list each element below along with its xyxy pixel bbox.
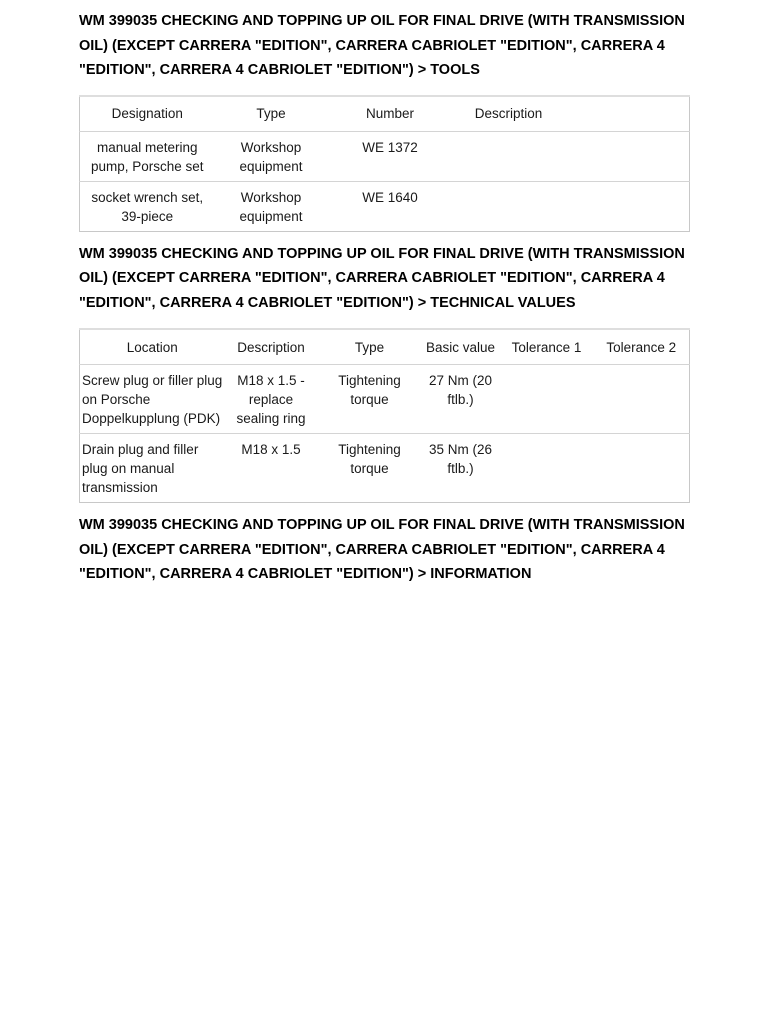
tools-cell-blank	[565, 181, 690, 231]
values-cell-tolerance-2	[594, 365, 690, 434]
table-row	[80, 131, 690, 181]
values-cell-location: Drain plug and filler plug on manual transmission	[80, 434, 225, 503]
table-row	[80, 365, 690, 434]
tools-cell-description	[453, 181, 565, 231]
values-cell-description: M18 x 1.5 - replace sealing ring	[225, 365, 318, 434]
values-cell-location: Screw plug or filler plug on Porsche Doppelkupplung (PDK)	[80, 365, 225, 434]
tools-col-description: Description	[453, 96, 565, 132]
tools-cell-designation: manual metering pump, Porsche set	[80, 131, 215, 181]
values-table-header-row	[80, 329, 690, 365]
table-row	[80, 181, 690, 231]
values-cell-tolerance-2	[594, 434, 690, 503]
values-cell-basic-value: 35 Nm (26 ftlb.)	[422, 434, 500, 503]
tools-cell-type: Workshop equipment	[215, 131, 328, 181]
tools-col-blank	[565, 96, 690, 132]
values-cell-tolerance-1	[500, 434, 594, 503]
values-cell-type: Tightening torque	[318, 434, 422, 503]
tools-cell-designation: socket wrench set, 39-piece	[80, 181, 215, 231]
document-page	[79, 0, 689, 587]
values-col-tolerance-2: Tolerance 2	[594, 329, 690, 365]
tools-cell-type: Workshop equipment	[215, 181, 328, 231]
tools-col-number: Number	[328, 96, 453, 132]
values-cell-basic-value: 27 Nm (20 ftlb.)	[422, 365, 500, 434]
values-col-tolerance-1: Tolerance 1	[500, 329, 594, 365]
values-cell-tolerance-1	[500, 365, 594, 434]
table-row	[80, 434, 690, 503]
tools-table	[79, 95, 690, 232]
values-col-location: Location	[80, 329, 225, 365]
values-cell-type: Tightening torque	[318, 365, 422, 434]
information-section-heading: WM 399035 CHECKING AND TOPPING UP OIL FOR FINAL DRIVE (WITH TRANSMISSION OIL) (EXCEPT CARRERA "EDITION", CARRERA CABRIOLET "EDITION", CARRERA 4 "EDITION", CARRERA 4 CABRIOLET "EDITION") > INFORMATION	[79, 517, 685, 582]
tools-col-type: Type	[215, 96, 328, 132]
tools-cell-number: WE 1372	[328, 131, 453, 181]
tools-cell-number: WE 1640	[328, 181, 453, 231]
values-col-type: Type	[318, 329, 422, 365]
tools-col-designation: Designation	[80, 96, 215, 132]
values-cell-description: M18 x 1.5	[225, 434, 318, 503]
tools-cell-blank	[565, 131, 690, 181]
values-col-description: Description	[225, 329, 318, 365]
tools-table-header-row	[80, 96, 690, 132]
technical-values-section-heading: WM 399035 CHECKING AND TOPPING UP OIL FOR FINAL DRIVE (WITH TRANSMISSION OIL) (EXCEPT CARRERA "EDITION", CARRERA CABRIOLET "EDITION", CARRERA 4 "EDITION", CARRERA 4 CABRIOLET "EDITION") > TECHNICAL VALUES	[79, 245, 685, 311]
tools-section-heading: WM 399035 CHECKING AND TOPPING UP OIL FOR FINAL DRIVE (WITH TRANSMISSION OIL) (EXCEPT CARRERA "EDITION", CARRERA CABRIOLET "EDITION", CARRERA 4 "EDITION", CARRERA 4 CABRIOLET "EDITION") > TOOLS	[79, 13, 685, 78]
technical-values-table	[79, 328, 690, 503]
tools-cell-description	[453, 131, 565, 181]
values-col-basic-value: Basic value	[422, 329, 500, 365]
